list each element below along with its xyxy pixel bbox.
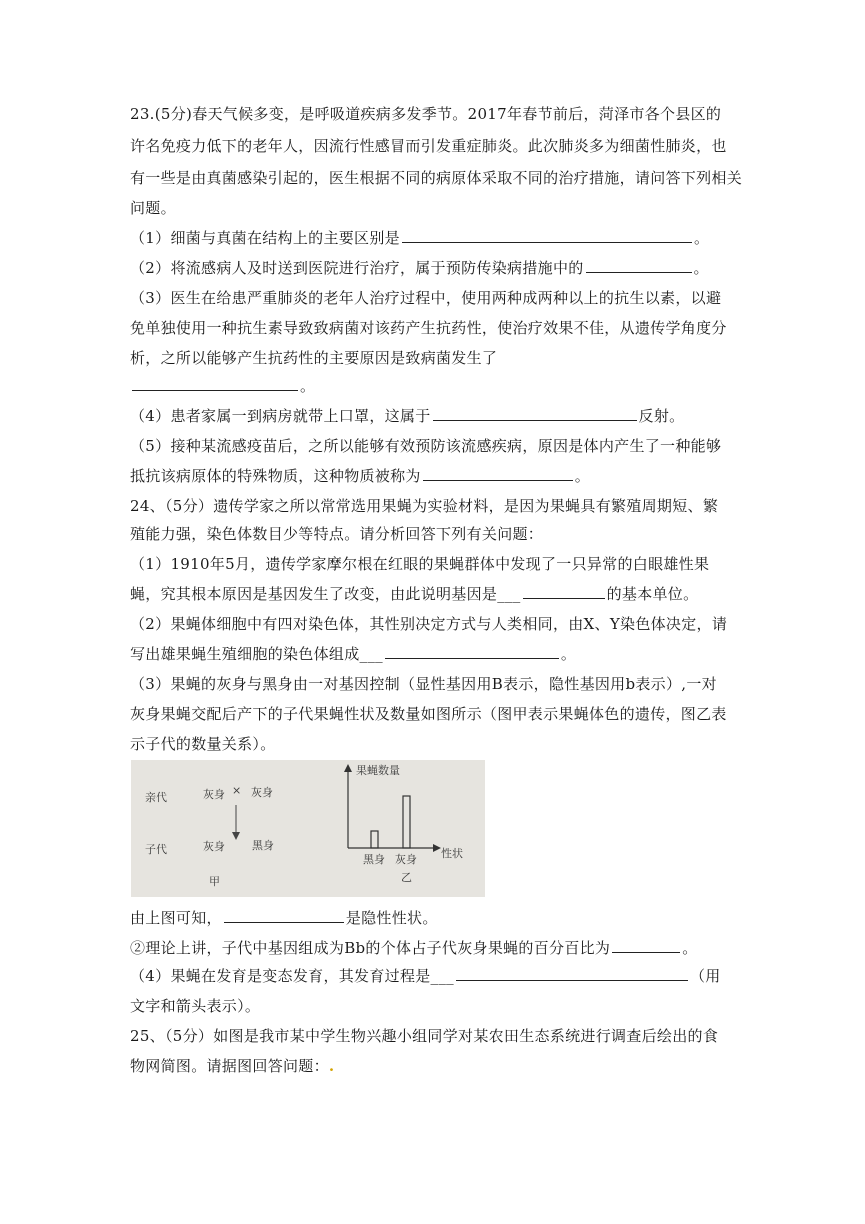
q25-line-2-text: 物网简图。请据图回答问题： xyxy=(130,1057,329,1075)
q24-part-2-line-2 xyxy=(130,644,576,664)
inheritance-arrow-head xyxy=(232,832,240,840)
q23-part-3-end: 。 xyxy=(300,377,316,395)
q24-circle-2-end: 。 xyxy=(682,939,698,957)
offspring-left-phenotype: 灰身 xyxy=(203,840,225,853)
offspring-right-phenotype: 黑身 xyxy=(252,839,274,852)
q23-part-4-text: （4）患者家属一到病房就带上口罩，这属于 xyxy=(130,407,431,425)
q25-line-2 xyxy=(130,1056,334,1076)
q24-part-2-answer-blank[interactable] xyxy=(385,644,559,659)
q24-after-figure-text: 由上图可知， xyxy=(130,909,222,927)
q23-text-line-2: 许名免疫力低下的老年人，因流行性感冒而引发重症肺炎。此次肺炎多为细菌性肺炎，也 xyxy=(130,137,727,155)
chart-x-axis-label: 性状 xyxy=(441,847,463,860)
q23-part-3-answer-blank[interactable] xyxy=(132,376,298,391)
parent-left-phenotype: 灰身 xyxy=(203,788,225,801)
q24-part-4-end: （用 xyxy=(689,967,721,985)
q23-part-5-line-1: （5）接种某流感疫苗后，之所以能够有效预防该流感疾病，原因是体内产生了一种能够 xyxy=(130,437,722,455)
q24-part-1-answer-blank[interactable] xyxy=(523,584,605,599)
q25-line-1: 25、（5分）如图是我市某中学生物兴趣小组同学对某农田生态系统进行调查后绘出的食 xyxy=(130,1027,719,1045)
q24-part-4-text: （4）果蝇在发育是变态发育，其发育过程是 xyxy=(130,967,431,985)
q24-part-1-line-1: （1）1910年5月，遗传学家摩尔根在红眼的果蝇群体中发现了一只异常的白眼雄性果 xyxy=(130,555,710,573)
q23-part-4-end: 反射。 xyxy=(638,407,685,425)
q23-text-line-3: 有一些是由真菌感染引起的，医生根据不同的病原体采取不同的治疗措施，请问答下列相关 xyxy=(130,169,743,187)
q23-text-line-4: 问题。 xyxy=(130,199,176,217)
q23-part-2-answer-blank[interactable] xyxy=(586,258,692,273)
figure-caption-yi: 乙 xyxy=(401,871,412,884)
q24-part-3-line-3: 示子代的数量关系）。 xyxy=(130,735,276,753)
q25-yellow-mark: . xyxy=(328,1057,335,1075)
bar-black-body xyxy=(371,831,378,848)
fruit-fly-inheritance-figure xyxy=(131,760,485,897)
q24-circle-2 xyxy=(130,938,698,958)
q23-part-2 xyxy=(130,258,709,278)
q23-part-5-end: 。 xyxy=(574,467,591,485)
q24-part-2-line-1: （2）果蝇体细胞中有四对染色体，其性别决定方式与人类相同，由X、Y染色体决定，请 xyxy=(130,615,728,633)
y-axis-arrow xyxy=(344,764,352,772)
q23-part-2-end: 。 xyxy=(693,259,709,277)
q24-part-3-line-2: 灰身果蝇交配后产下的子代果蝇性状及数量如图所示（图甲表示果蝇体色的遗传，图乙表 xyxy=(130,705,727,723)
q24-part-1-end: 的基本单位。 xyxy=(606,585,699,603)
q23-part-3-line-2: 免单独使用一种抗生素导致致病菌对该药产生抗药性，使治疗效果不佳，从遗传学角度分 xyxy=(130,319,727,337)
q23-part-3-answer xyxy=(130,376,315,396)
q23-part-1-text: （1）细菌与真菌在结构上的主要区别是 xyxy=(130,229,400,247)
q24-part-2-text: 写出雄果蝇生殖细胞的染色体组成 xyxy=(130,645,360,663)
q23-part-4 xyxy=(130,406,684,426)
bar-label-gray-body: 灰身 xyxy=(395,853,417,866)
q24-after-figure-end: 是隐性性状。 xyxy=(345,909,438,927)
q24-part-4-line-1 xyxy=(130,966,721,986)
q24-circle-2-text: ②理论上讲，子代中基因组成为Bb的个体占子代灰身果蝇的百分百比为 xyxy=(130,939,611,957)
parent-generation-label: 亲代 xyxy=(145,791,167,804)
q23-part-5-answer-blank[interactable] xyxy=(423,466,573,481)
q23-text-line-1: 23.(5分)春天气候多变，是呼吸道疾病多发季节。2017年春节前后，菏泽市各个县区的 xyxy=(130,105,722,123)
bar-gray-body xyxy=(403,796,410,848)
q24-part-1-prefix: ___ xyxy=(497,585,521,603)
x-axis-arrow xyxy=(433,844,441,852)
q24-after-figure xyxy=(130,908,438,928)
q24-part-4-answer-blank[interactable] xyxy=(456,966,688,981)
q23-part-5-line-2 xyxy=(130,466,590,486)
q23-part-3-line-1: （3）医生在给患严重肺炎的老年人治疗过程中，使用两种成两种以上的抗生以素，以避 xyxy=(130,289,722,307)
q23-part-1 xyxy=(130,228,709,248)
q23-part-1-end: 。 xyxy=(693,229,710,247)
q24-part-2-prefix: ___ xyxy=(359,645,383,663)
offspring-generation-label: 子代 xyxy=(145,843,167,856)
q23-part-2-text: （2）将流感病人及时送到医院进行治疗，属于预防传染病措施中的 xyxy=(130,259,584,277)
q24-part-1-line-2 xyxy=(130,584,698,604)
q24-part-4-line-2: 文字和箭头表示）。 xyxy=(130,997,261,1015)
q24-recessive-answer-blank[interactable] xyxy=(224,908,344,923)
q24-part-3-line-1: （3）果蝇的灰身与黑身由一对基因控制（显性基因用B表示，隐性基因用b表示）,一对 xyxy=(130,675,717,693)
q24-intro-line-1: 24、（5分）遗传学家之所以常常选用果蝇为实验材料，是因为果蝇具有繁殖周期短、繁 xyxy=(130,497,719,515)
bar-label-black-body: 黑身 xyxy=(363,853,385,866)
cross-symbol: × xyxy=(232,784,242,797)
q23-part-5-text: 抵抗该病原体的特殊物质，这种物质被称为 xyxy=(130,467,421,485)
q23-part-3-line-3: 析，之所以能够产生抗药性的主要原因是致病菌发生了 xyxy=(130,349,498,367)
q24-part-1-text: 蝇，究其根本原因是基因发生了改变，由此说明基因是 xyxy=(130,585,498,603)
figure-drawing xyxy=(131,760,485,897)
q24-percentage-answer-blank[interactable] xyxy=(612,938,680,953)
figure-caption-jia: 甲 xyxy=(209,875,220,888)
q24-intro-line-2: 殖能力强，染色体数目少等特点。请分析回答下列有关问题： xyxy=(130,525,544,543)
parent-right-phenotype: 灰身 xyxy=(251,786,273,799)
q24-part-2-end: 。 xyxy=(560,645,577,663)
q24-part-4-prefix: ___ xyxy=(430,967,454,985)
chart-y-axis-label: 果蝇数量 xyxy=(356,764,400,777)
q23-part-4-answer-blank[interactable] xyxy=(433,406,637,421)
q23-part-1-answer-blank[interactable] xyxy=(402,228,692,243)
